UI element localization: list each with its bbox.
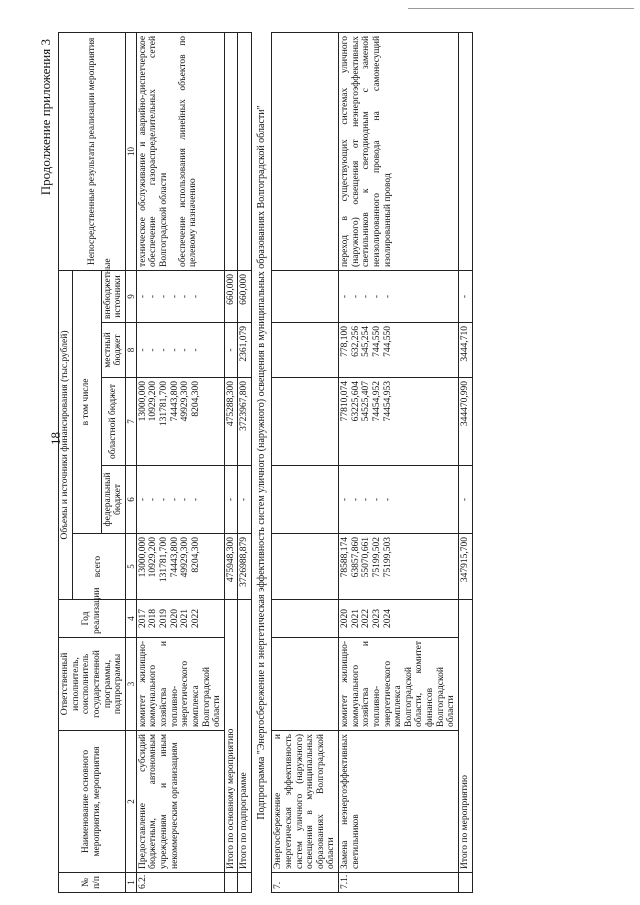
total-value: 2361,079: [238, 323, 252, 378]
total-values: 78588,174 63857,860 55070,661 75199,502 75199,503: [339, 534, 459, 600]
row-number: 7.1.: [339, 873, 459, 893]
total-label: Итого по мероприятию: [458, 600, 472, 873]
result-text: переход в существующих системах уличного (наружного) освещения от неэнергоэффективных светильников к светодиодным с заменой неизолированного провода на самонесущий изолированный провод: [339, 32, 459, 270]
subprogram-title: Подпрограмма "Энергосбережение и энергетическая эффективность систем уличного (наружного) освещения в муниципальных образованиях Волгоградской области": [256, 105, 268, 820]
total-value: -: [224, 323, 238, 378]
scan-artifact-line: [408, 8, 634, 9]
table-row: [272, 32, 339, 892]
total-value: 344470,990: [458, 378, 472, 466]
event-name: Энергосбережение и энергетическая эффективность систем уличного (наружного) освещения в муниципальных образованиях Волгоградской области: [272, 731, 339, 873]
result-item: обеспечение использования линейных объектов по целевому назначению: [177, 35, 199, 267]
col-number: 2: [125, 731, 136, 873]
result-item: техническое обслуживание и аварийно-диспетчерское обеспечение газораспределительных сетей Волгоградской области: [137, 35, 170, 267]
total-value: 660,000: [224, 270, 238, 322]
col-number: 7: [125, 378, 136, 466]
funding-table: [58, 32, 473, 893]
federal-values: - - - - - -: [136, 466, 224, 534]
col-number: 9: [125, 270, 136, 322]
col-number: 10: [125, 32, 136, 270]
header-including: в том числе: [72, 270, 101, 533]
header-local: местный бюджет: [101, 323, 125, 378]
table-row: [339, 32, 459, 892]
total-value: 3444,710: [458, 323, 472, 378]
header-results: Непосредственные результаты реализации мероприятия: [59, 32, 126, 270]
col-number: 6: [125, 466, 136, 534]
years: 2020 2021 2022 2023 2024: [339, 600, 459, 638]
row-number: 7.: [272, 873, 339, 893]
col-number: 8: [125, 323, 136, 378]
local-values: 778,100 632,256 545,254 744,550 744,550: [339, 323, 459, 378]
total-value: 475948,300: [224, 534, 238, 600]
event-name: Замена неэнергоэффективных светильников: [339, 731, 459, 873]
years: 2017 2018 2019 2020 2021 2022: [136, 600, 224, 638]
total-value: 3723967,800: [238, 378, 252, 466]
total-label: Итого по основному мероприятию: [224, 600, 238, 873]
page-number: 18: [48, 432, 63, 445]
header-num: № п/п: [59, 873, 126, 893]
regional-values: 77810,074 63225,604 54525,407 74454,952 74454,953: [339, 378, 459, 466]
header-name: Наименование основного мероприятия, мероприятия: [59, 731, 126, 873]
local-values: - - - - - -: [136, 323, 224, 378]
header-extra: внебюджетные источники: [101, 270, 125, 322]
col-number: 5: [125, 534, 136, 600]
result-text: [136, 32, 224, 270]
regional-values: 13000,000 10929,200 131781,700 74443,800 49929,300 8204,300: [136, 378, 224, 466]
total-value: -: [238, 466, 252, 534]
executor: комитет жилищно-коммунального хозяйства и топливно-энергетического комплекса Волгоградской области: [136, 638, 224, 731]
table-row: [458, 32, 472, 892]
executor: комитет жилищно-коммунального хозяйства и топливно-энергетического комплекса Волгоградской области, комитет финансов Волгоградской области: [339, 638, 459, 731]
extra-values: - - - - -: [339, 270, 459, 322]
table-row: [136, 32, 224, 892]
total-value: 3726988,879: [238, 534, 252, 600]
header-executor: Ответственный исполнитель, соисполнитель государственной программы, подпрограммы: [59, 638, 126, 731]
federal-values: - - - - -: [339, 466, 459, 534]
header-year: Год реализации: [59, 600, 126, 638]
total-value: 475288,300: [224, 378, 238, 466]
header-regional: областной бюджет: [101, 378, 125, 466]
total-values: 13000,000 10929,200 131781,700 74443,800 49929,300 8204,300: [136, 534, 224, 600]
total-label: Итого по подпрограмме: [238, 600, 252, 873]
col-number: 3: [125, 638, 136, 731]
total-value: -: [458, 270, 472, 322]
total-value: 347915,700: [458, 534, 472, 600]
event-name: Предоставление субсидий бюджетным, автономным учреждениям и иным некоммерческим организациям: [136, 731, 224, 873]
table-row: [238, 32, 252, 892]
subprogram-heading-row: [252, 32, 272, 892]
rotated-sheet: [38, 33, 614, 893]
table-row: [224, 32, 238, 892]
header-total: всего: [72, 534, 125, 600]
row-number: 6.2.: [136, 873, 224, 893]
extra-values: - - - - - -: [136, 270, 224, 322]
header-federal: федеральный бюджет: [101, 466, 125, 534]
col-number: 1: [125, 873, 136, 893]
total-value: -: [458, 466, 472, 534]
col-number: 4: [125, 600, 136, 638]
total-value: -: [224, 466, 238, 534]
annex-title: Продолжение приложения 3: [38, 39, 53, 196]
header-funding: Объемы и источники финансирования (тыс.рублей): [59, 270, 73, 599]
total-value: 660,000: [238, 270, 252, 322]
